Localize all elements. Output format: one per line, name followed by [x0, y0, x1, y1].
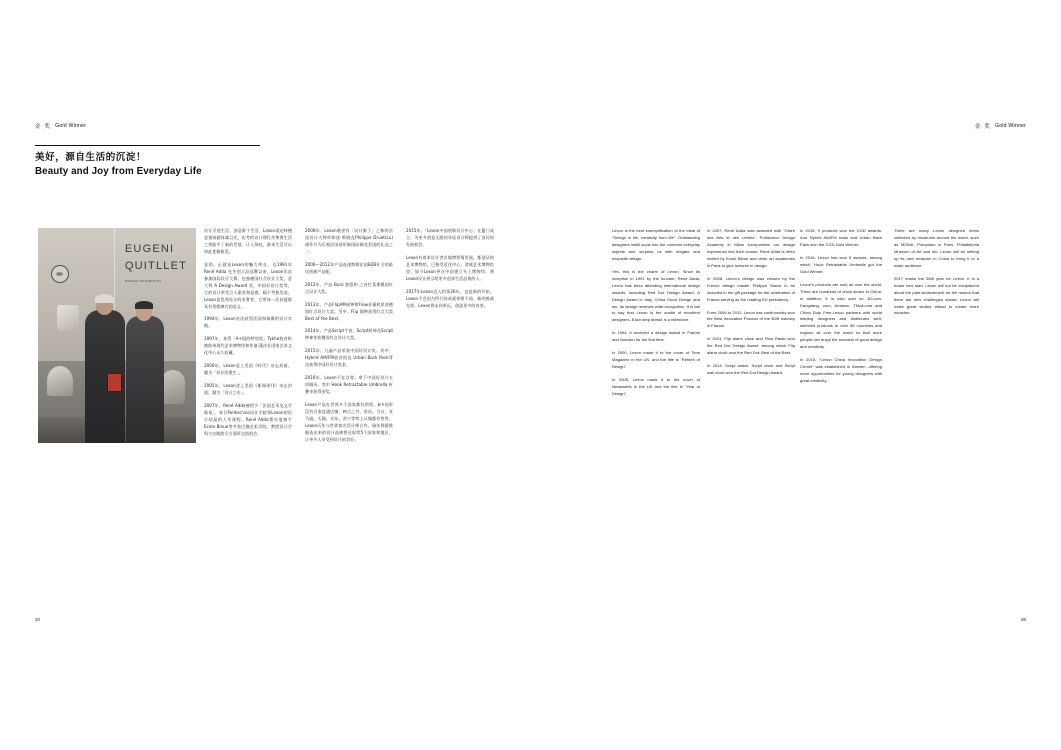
exhibition-photo: [38, 228, 196, 443]
photo-caption-line2: QUITLLET: [124, 260, 188, 273]
paragraph: 2006—2012年产品连递察厥法国B2B什合的最佳创新产品配。: [305, 261, 393, 274]
paragraph: There are many Lexon designed items collected by museums around the world, such as MOMA, Pompidou in Paris, Philadelphia Museum of Art and etc. Lexon will be setting up its own museum in China to bring it to a wider audience.: [894, 228, 979, 268]
photo-display-object-3: [161, 370, 185, 404]
paragraph: In 2007, René Adda was awarded with "Ordre des Arts et des Lettres". Politecnico Design Academy in Milan incorporates our design experience into their course. René Adda is often invited by Ecole Bleue and other art academies in Paris to give lectures in design.: [707, 228, 795, 268]
paragraph: 2014年、产品Script手表、Script时神及Script钟神荣获德国红点设计大奖。: [305, 328, 393, 341]
paragraph: 2015年，「Lexon中国创新设计中心」在厦门成立，为更多创意无限的年轻设计师提供了良好的发展机会。: [406, 228, 494, 247]
photo-wall-object-circle: [51, 265, 69, 283]
paragraph: 2017年Lexon迈入约第26年，也是新的开始。Lexon不会因为所行的成就停滞不前，新的挑战在即。Lexon将走向更远，创造更多的奇迹。: [406, 288, 494, 308]
folio-right: 88: [1021, 617, 1026, 622]
paragraph: In 1994, it received a design award in France and Sweden for the first time.: [612, 330, 700, 343]
text-column-chinese-2: [305, 228, 393, 444]
text-column-chinese-1: [204, 228, 292, 438]
photo-person-right: [126, 316, 164, 443]
text-column-english-4: [894, 228, 979, 317]
title-chinese: 美好，源自生活的沉淀！: [35, 152, 147, 163]
paragraph: In 2015, 9 products won the CGD awards. And Hybrid AM/FM radio and Urban Back Pack won the CGD Gold Winner.: [800, 228, 882, 247]
paragraph: 2017 marks the 26th year for Lexon. It is a brand new start. Lexon will not be complacent about the past achievement for the reason that there are new challenges ahead. Lexon will make great strides ahead to create more miracles.: [894, 275, 979, 316]
paragraph: 2007年，René Adda被授予「法国艺术及文学勋章」，来日Politecnico设计学院和Lexon的设计结晶的入军课程。René Adda策年度接手Ecole Bleue等多家巴黎艺术学院。教授设计学科与实践给合方面所交流机会。: [204, 403, 292, 436]
paragraph: 2013年、产品FlipAM闹钟和Flow音量机荣获德国红点设计大奖。另中、Flip 阁钟获得红点大奖Best of the Best。: [305, 301, 393, 321]
running-head-left-cn: 金 奖: [35, 124, 52, 130]
running-head-left: [35, 122, 86, 130]
paragraph: 1997年，获得「A+组的特别奖」Tykho收音机被欧州现代艺术博物馆和作迪·蓬皮社国家艺术文化中心永久收藏。: [204, 336, 292, 356]
paragraph: Yes, this is the charm of Lexon. Since its inception in 1991 by the founder, René Adda, Lexon has been attending international design awards, including Red Dot Design Award, A Design Award in Italy, China Good Design and etc. Its design receives wide recognition. It is fair to say that Lexon is the cradle of excellent designers. Each step ahead is a milestone.: [612, 268, 700, 323]
title-english: Beauty and Joy from Everyday Life: [35, 165, 202, 177]
text-column-english-2: [707, 228, 795, 377]
paragraph: In 2014, Script watch, Script clock and Script wall clock won the Red Dot Design Award.: [707, 363, 795, 376]
paragraph: From 2006 to 2012, Lexon has continuously won the Best Innovative Product of the B2B industry in France.: [707, 309, 795, 329]
paragraph: In 2008, Lexon's design was chosen by the French design master Philippe Starck to be included in the gift package for the celebration of France serving as the rotating EU presidency.: [707, 275, 795, 302]
paragraph: In 2016, Lexon has won 5 awards, among which, Hook Retractable Umbrella got the Gold Winner.: [800, 254, 882, 274]
paragraph: Lexon is the best exemplification of the ideal of "Design in life, creativity from life". Outstanding designers instill souls into the common everyday objects and surprise us with elegant and exquisite design.: [612, 228, 700, 261]
folio-left: 30: [35, 617, 40, 622]
paragraph: 2012年、产品 Buro 套组和 之台打菜那德国红点设计大奖。: [305, 281, 393, 294]
paragraph: In 2005, Lexon made it to the cover of Newsweek in the US and the title is "Year of Design".: [612, 377, 700, 397]
photo-display-object-2: [47, 366, 73, 396]
paragraph: 2015年、九遍产品荣获中国好设计奖。其中、Hybrid AM/FM收音机及 Urban Back Pack背包获得中国好设计奖金。: [305, 348, 393, 368]
paragraph: 2005年，Lexon登上美国《新闻周刊》杂志封面，题为「设计之年」。: [204, 383, 292, 396]
paragraph: 2000年，Lexon是上美国《时代》杂志封面，题为「设计的重生」。: [204, 363, 292, 376]
running-head-right: [975, 122, 1026, 130]
paragraph: Lexon产品在世界多个国家都有销售，в中国更没有百家直遒店铺，映点之外，贵东、当台、亚马逊、天猫、京东、苏宁等特上认城都有售售。Lexon历年与世界知名设计师合作，瑞年将精挑细选出来的设计品锦售这彰给5个国家和地区，让更多人享受到设计的美好。: [305, 402, 393, 442]
photo-caption-small: DESIGN EXHIBITION: [124, 278, 162, 283]
text-column-chinese-3: [406, 228, 494, 310]
paragraph: Lexon's products are sold all over the world. There are hundreds of chain stores in China, in addition, it is also sold on JD.com, Dangdang. com, Amazon, TMall.com and China Duty Free.Lexon partners with world leading designers and distributes well-selected products to over 85 countries and regions all over the world so that more people can enjoy the wonders of good design and creativity.: [800, 281, 882, 350]
paragraph: 1994年，Lexon首次获得法国和瑞典的设计实践。: [204, 316, 292, 329]
photo-display-object-1: [57, 305, 79, 331]
paragraph: In 2000, Lexon made it to the cover of Time Magazine in the US, and the title is "Rebirth of Design".: [612, 350, 700, 370]
paragraph: 2016年、Lexon不在众誉、拿下中国好设计五项城历、其中 Hook Retractable Umbrella 折叠伞获得金奖。: [305, 375, 393, 395]
paragraph: Lexon有着本设计者名地博智情发展，都创从的艺术博物馆，已接受近化中心、贺威艺术博物馆里、如今Lexon更在中国建立头上博物馆，将Lexon设计展示给更多追求生活品质的人。: [406, 254, 494, 281]
text-column-english-1: [612, 228, 700, 398]
running-head-right-en: Gold Winner: [994, 123, 1026, 129]
running-head-left-en: Gold Winner: [55, 123, 87, 129]
paragraph: In 2015, "Lexon China Innovation Design Center" was established in Xiamen, offering more opportunities for young designers with great creativity.: [800, 357, 882, 384]
paragraph: In 2013, Flip alarm clock and Flow Radio won the Red Dot Design Award, among which Flip alarm clock won the Red Dot: Best of the Best.: [707, 336, 795, 356]
title-rule: [35, 145, 260, 146]
paragraph: 意的，正就是Lexon的魅力所在。自1991年 René Adda 先生创立品品牌以来，Lexon年次参加国际设计大赛，包独德国红点设计大奖、意大利 A Design Award 奖、中国好设计奖等，它的设计荣受点人重奖和意感，隔不考独发说，Lexon是优秀设计的非奢者，它所每一次获逐都具有里程碑式的意义。: [204, 261, 292, 309]
page-title: [35, 145, 435, 179]
paragraph: 2008年、Lexon被誉有「设计集子」之称的法国设计大师草和迷·斯晓克Philippe Druet(Lu)遴作月为乐观法国创形新国际铜龙美国的礼品之一。: [305, 228, 393, 254]
photo-caption-line1: EUGENI: [124, 243, 175, 256]
text-column-english-3: [800, 228, 882, 385]
paragraph: 设计点进生活，创意源于生活，Lexon诺达林德意建筑精体属目光，化考的设计理灯作尊奢生活之智能平了新的发情，让人惊叹，源来生活可以如此优雅新美。: [204, 228, 292, 254]
photo-held-book: [108, 374, 121, 391]
running-head-right-cn: 金 奖: [974, 124, 991, 130]
